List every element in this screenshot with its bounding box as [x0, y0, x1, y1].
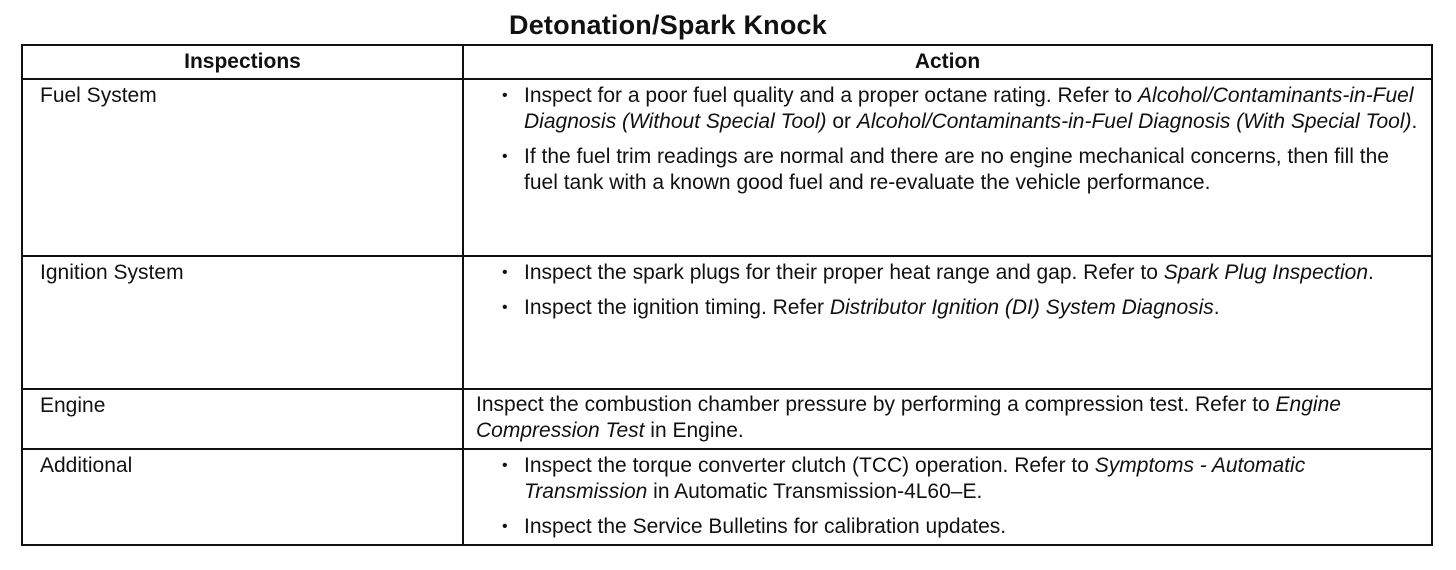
column-header-action: Action [463, 45, 1432, 79]
reference-link[interactable]: Engine Compression Test [476, 393, 1341, 442]
table-row [22, 256, 1432, 389]
action-text: Inspect the combustion chamber pressure by performing a compression test. Refer to [476, 393, 1276, 416]
reference-link[interactable]: Distributor Ignition (DI) System Diagnosis [829, 296, 1214, 319]
inspection-cell: Additional [22, 449, 463, 545]
reference-link[interactable]: Spark Plug Inspection [1163, 261, 1369, 284]
action-cell [463, 256, 1432, 389]
action-text: Inspect the Service Bulletins for calibration updates. [524, 515, 1007, 538]
table-row [22, 449, 1432, 545]
inspection-cell: Fuel System [22, 79, 463, 256]
action-text: or [826, 110, 857, 133]
bullet-icon: • [502, 518, 508, 535]
action-item [476, 295, 1419, 321]
bullet-icon: • [502, 148, 508, 165]
reference-link[interactable]: Alcohol/Contaminants-in-Fuel Diagnosis (With Special Tool) [856, 110, 1412, 133]
column-header-inspections: Inspections [22, 45, 463, 79]
reference-link[interactable]: Symptoms - Automatic Transmission [524, 454, 1306, 503]
action-text: Inspect for a poor fuel quality and a proper octane rating. Refer to [524, 84, 1139, 107]
page-title: Detonation/Spark Knock [509, 10, 827, 40]
action-list [476, 83, 1419, 196]
action-item [476, 83, 1419, 135]
action-item [476, 514, 1419, 540]
action-text: in Automatic Transmission-4L60–E. [647, 480, 983, 503]
action-text: . [1368, 261, 1374, 284]
action-text: in Engine. [644, 419, 744, 442]
action-text: . [1213, 296, 1220, 319]
action-text: Inspect the ignition timing. Refer [524, 296, 830, 319]
header-row [22, 45, 1432, 79]
bullet-icon: • [502, 87, 508, 104]
action-cell [463, 389, 1432, 449]
inspection-cell: Ignition System [22, 256, 463, 389]
action-list [476, 453, 1419, 540]
bullet-icon: • [502, 299, 508, 316]
action-cell [463, 79, 1432, 256]
action-text: If the fuel trim readings are normal and there are no engine mechanical concerns, then fill the fuel tank with a known good fuel and re-evaluate the vehicle performance. [524, 145, 1389, 194]
action-list [476, 260, 1419, 321]
action-text: Inspect the torque converter clutch (TCC) operation. Refer to [524, 454, 1095, 477]
action-item [476, 453, 1419, 505]
action-item [476, 144, 1419, 196]
inspection-table [21, 44, 1433, 546]
action-text: . [1411, 110, 1418, 133]
action-item [476, 260, 1419, 286]
table-row [22, 79, 1432, 256]
bullet-icon: • [502, 264, 508, 281]
table-row [22, 389, 1432, 449]
bullet-icon: • [502, 457, 508, 474]
action-cell [463, 449, 1432, 545]
action-text: Inspect the spark plugs for their proper heat range and gap. Refer to [524, 261, 1164, 284]
inspection-cell: Engine [22, 389, 463, 449]
reference-link[interactable]: Alcohol/Contaminants-in-Fuel Diagnosis (Without Special Tool) [524, 84, 1414, 133]
